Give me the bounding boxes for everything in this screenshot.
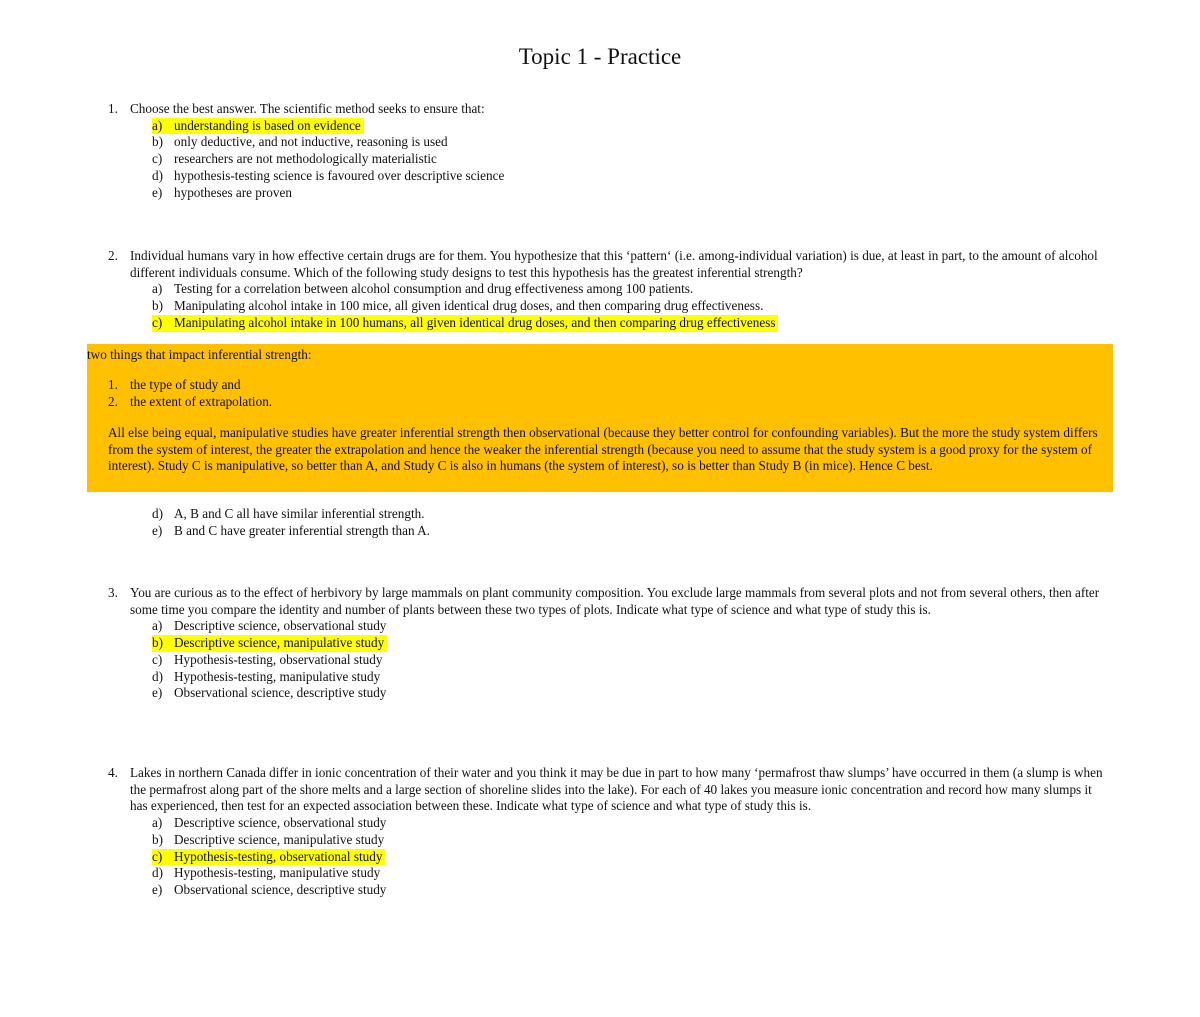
options-list (152, 281, 1108, 331)
question-3 (108, 585, 1108, 702)
question-number: 1. (108, 101, 118, 116)
note-title: two things that impact inferential strength: (87, 347, 312, 362)
options-list (152, 815, 1108, 899)
option-c: c) Hypothesis-testing, observational study (152, 651, 383, 667)
options-list (152, 506, 1108, 539)
explanation-note (87, 344, 1113, 492)
options-list (152, 118, 1108, 202)
question-1 (108, 101, 1108, 201)
option-a: a) Descriptive science, observational study (152, 618, 387, 634)
option-c-answer: c) Manipulating alcohol intake in 100 humans, all given identical drug doses, and then comparing drug effectiveness (152, 315, 1108, 332)
question-text: You are curious as to the effect of herbivory by large mammals on plant community composition. You exclude large mammals from several plots and not from several others, then after some time you compare the identity and number of plants between these two types of plots. Indicate what type of science and what type of study this is. (130, 585, 1100, 617)
question-number: 4. (108, 765, 118, 780)
option-d: d) Hypothesis-testing, manipulative study (152, 668, 381, 684)
option-e: e) Observational science, descriptive study (152, 685, 387, 701)
question-2-continued (108, 506, 1108, 539)
option-b: b) Descriptive science, manipulative study (152, 831, 385, 847)
option-b: b) Manipulating alcohol intake in 100 mice, all given identical drug doses, and then comparing drug effectiveness. (152, 298, 764, 314)
option-a: a) Descriptive science, observational study (152, 815, 387, 831)
option-e: e) B and C have greater inferential strength than A. (152, 522, 430, 538)
note-item: 2. the extent of extrapolation. (108, 393, 273, 409)
option-a-answer: a) understanding is based on evidence (152, 118, 1108, 135)
question-number: 2. (108, 248, 118, 263)
note-paragraph: All else being equal, manipulative studies have greater inferential strength then observational (because they better control for confounding variables). But the more the study system differs from the system of interest, the greater the extrapolation and hence the weaker the inferential strength (because you need to assume that the study system is a good proxy for the system of interest). Study C is manipulative, so better than A, and Study C is also in humans (the system of interest), so is better than Study B (in mice). Hence C best. (108, 425, 1098, 474)
option-b-answer: b) Descriptive science, manipulative study (152, 635, 1108, 652)
option-c: c) researchers are not methodologically materialistic (152, 151, 437, 167)
question-4 (108, 765, 1108, 899)
option-e: e) hypotheses are proven (152, 184, 292, 200)
question-text: Choose the best answer. The scientific method seeks to ensure that: (130, 101, 485, 116)
question-number: 3. (108, 585, 118, 600)
option-a: a) Testing for a correlation between alcohol consumption and drug effectiveness among 100 patients. (152, 281, 694, 297)
option-e: e) Observational science, descriptive study (152, 881, 387, 897)
option-b: b) only deductive, and not inductive, reasoning is used (152, 134, 448, 150)
page-title: Topic 1 - Practice (518, 44, 682, 69)
option-d: d) hypothesis-testing science is favoured over descriptive science (152, 167, 505, 183)
option-c-answer: c) Hypothesis-testing, observational study (152, 849, 1108, 866)
options-list (152, 618, 1108, 702)
note-list (108, 377, 272, 410)
option-d: d) A, B and C all have similar inferential strength. (152, 506, 425, 521)
option-d: d) Hypothesis-testing, manipulative study (152, 865, 381, 881)
question-text: Lakes in northern Canada differ in ionic concentration of their water and you think it may be due in part to how many ‘permafrost thaw slumps’ have occurred in them (a slump is when the permafrost along part of the shore melts and a large section of shoreline slides into the lake). For each of 40 lakes you measure ionic concentration and record how many slumps it has experienced, then test for an expected association between these. Indicate what type of science and what type of study this is. (130, 765, 1103, 814)
note-item: 1. the type of study and (108, 377, 241, 392)
question-text: Individual humans vary in how effective certain drugs are for them. You hypothesize that this ‘pattern‘ (i.e. among-individual variation) is due, at least in part, to the amount of alcohol different individuals consume. Which of the following study designs to test this hypothesis has the greatest inferential strength? (130, 248, 1098, 280)
question-2 (108, 248, 1108, 332)
